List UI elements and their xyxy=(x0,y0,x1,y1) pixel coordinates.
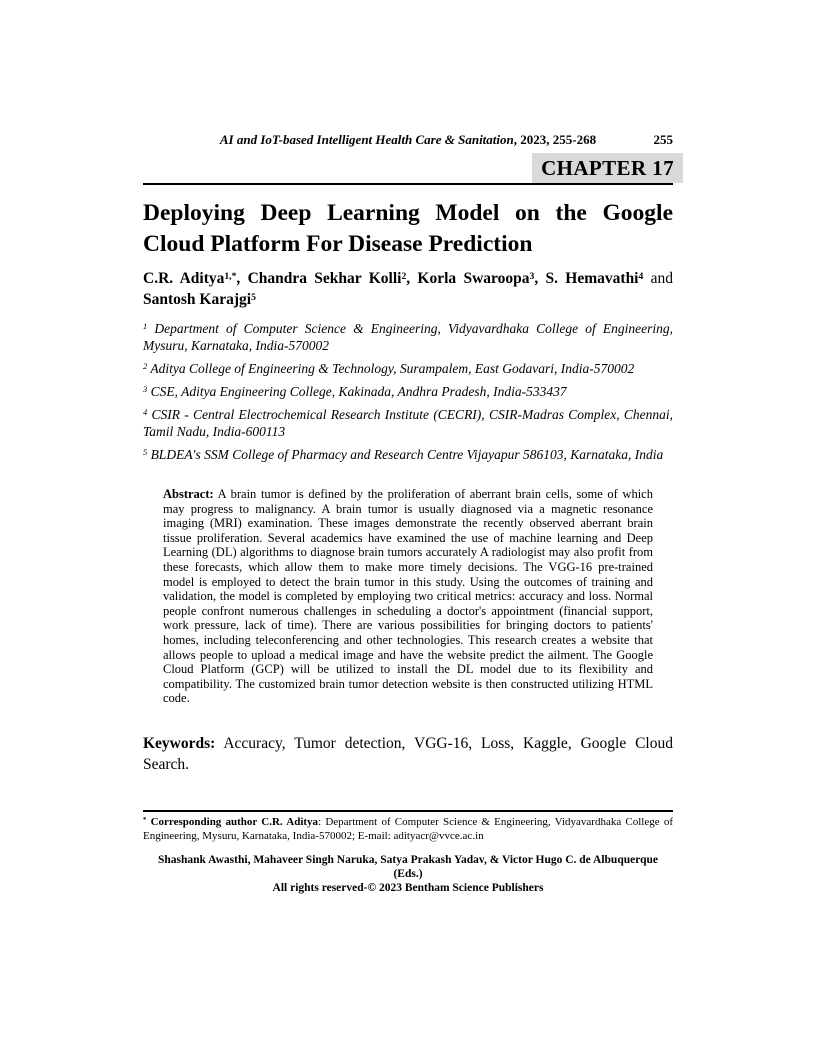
page-content xyxy=(143,132,673,775)
abstract-section xyxy=(143,487,673,706)
author-name: S. Hemavathi xyxy=(545,270,639,287)
affiliation-item xyxy=(143,446,673,463)
affiliation-marker: 1 xyxy=(143,322,148,332)
affiliation-marker: 3 xyxy=(143,385,148,395)
author-affiliation-marker: 5 xyxy=(251,291,256,303)
author-separator: , xyxy=(406,270,418,287)
editors-line: Shashank Awasthi, Mahaveer Singh Naruka, Satya Prakash Yadav, & Victor Hugo C. de Albuquerque (Eds.) xyxy=(157,854,659,880)
affiliation-item xyxy=(143,383,673,400)
footnote-text: : Department of Computer Science & Engineering, Vidyavardhaka College of Engineering, Mysuru, Karnataka, India-570002; E-mail: adityacr@vvce.ac.in xyxy=(143,816,673,842)
corresponding-author-footnote xyxy=(143,816,673,843)
affiliation-text: CSIR - Central Electrochemical Research Institute (CECRI), CSIR-Madras Complex, Chennai, Tamil Nadu, India-600113 xyxy=(143,407,673,439)
footnote-author: Corresponding author C.R. Aditya xyxy=(150,816,319,828)
running-head xyxy=(143,132,673,148)
page-number: 255 xyxy=(653,132,673,147)
journal-issue-pages: , 2023, 255-268 xyxy=(513,132,597,147)
affiliation-marker: 2 xyxy=(143,362,148,372)
copyright-line: All rights reserved-© 2023 Bentham Science Publishers xyxy=(272,882,544,894)
abstract-label: Abstract: xyxy=(163,487,214,501)
affiliation-item xyxy=(143,406,673,440)
author-name: Santosh Karajgi xyxy=(143,291,252,308)
journal-reference xyxy=(220,132,596,147)
page-footer-block xyxy=(143,810,673,895)
authors-line xyxy=(143,268,673,310)
affiliations-list xyxy=(143,320,673,463)
keywords-label: Keywords: xyxy=(143,734,216,752)
affiliation-item xyxy=(143,360,673,377)
author-separator: and xyxy=(643,270,673,287)
affiliation-text: BLDEA's SSM College of Pharmacy and Research Centre Vijayapur 586103, Karnataka, India xyxy=(150,447,664,462)
affiliation-text: Aditya College of Engineering & Technology, Surampalem, East Godavari, India-570002 xyxy=(150,361,635,376)
abstract-text: A brain tumor is defined by the proliferation of aberrant brain cells, some of which may progress to malignancy. A brain tumor is usually diagnosed via a magnetic resonance imaging (MRI) examination. These images demonstrate the recently observed aberrant brain tissue proliferation. Several academics have examined the use of machine learning and Deep Learning (DL) algorithms to diagnose brain tumors accurately A radiologist may also profit from these forecasts, which allow them to make more timely decisions. The VGG-16 pre-trained model is employed to detect the brain tumor in this study. Using the outcomes of training and validation, the model is completed by employing two critical metrics: accuracy and loss. Normal people confront numerous challenges in scheduling a doctor's appointment (financial support, work pressure, lack of time). There are various possibilities for bringing doctors to patients' homes, including teleconferencing and other technologies. This research creates a website that allows people to upload a medical image and have the website predict the ailment. The Google Cloud Platform (GCP) will be utilized to install the DL model due to its flexibility and compatibility. The customized brain tumor detection website is then constructed utilizing HTML code. xyxy=(163,487,653,706)
keywords-section xyxy=(143,733,673,775)
footnote-marker: * xyxy=(143,816,147,824)
author-name: C.R. Aditya xyxy=(143,270,225,287)
affiliation-text: Department of Computer Science & Engineering, Vidyavardhaka College of Engineering, Mysuru, Karnataka, India-570002 xyxy=(143,321,673,353)
author-separator: , xyxy=(236,270,248,287)
chapter-banner xyxy=(143,153,673,185)
affiliation-marker: 4 xyxy=(143,408,148,418)
author-affiliation-marker: 4 xyxy=(638,270,644,282)
affiliation-text: CSE, Aditya Engineering College, Kakinada, Andhra Pradesh, India-533437 xyxy=(150,384,567,399)
publisher-footer xyxy=(143,853,673,895)
affiliation-item xyxy=(143,320,673,354)
keywords-text: Accuracy, Tumor detection, VGG-16, Loss, Kaggle, Google Cloud Search. xyxy=(143,734,673,773)
chapter-label: CHAPTER 17 xyxy=(532,153,683,183)
author-affiliation-marker: 2 xyxy=(401,270,407,282)
chapter-title: Deploying Deep Learning Model on the Google Cloud Platform For Disease Prediction xyxy=(143,200,673,257)
author-name: Chandra Sekhar Kolli xyxy=(247,270,402,287)
author-name: Korla Swaroopa xyxy=(417,270,530,287)
journal-title: AI and IoT-based Intelligent Health Care & Sanitation xyxy=(219,132,514,147)
author-separator: , xyxy=(534,270,546,287)
affiliation-marker: 5 xyxy=(143,448,148,458)
author-affiliation-marker: 3 xyxy=(529,270,535,282)
author-affiliation-marker: 1,* xyxy=(224,270,237,282)
